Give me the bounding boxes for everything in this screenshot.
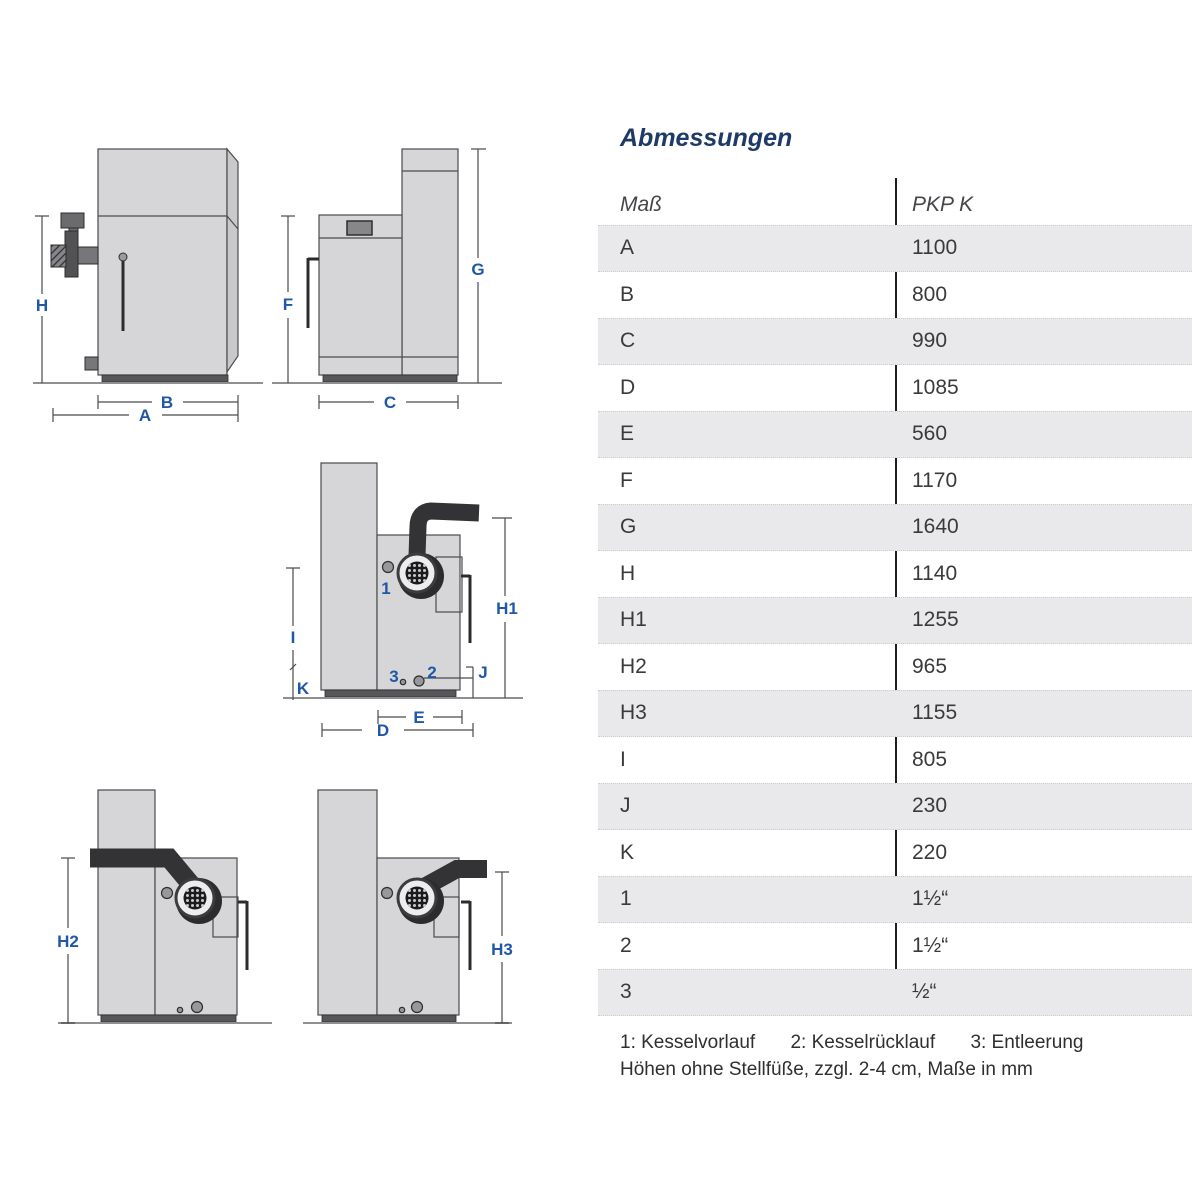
- view-flue-right: [303, 790, 513, 1023]
- dim-cell: C: [620, 329, 636, 353]
- value-cell: 230: [912, 794, 948, 818]
- table-header: [620, 193, 1180, 219]
- view-rear: [283, 463, 523, 740]
- dim-label-b: B: [160, 393, 174, 412]
- hopper-column: [402, 149, 458, 375]
- value-cell: 965: [912, 654, 948, 678]
- view-front: [33, 149, 263, 425]
- value-cell: ½“: [912, 980, 937, 1004]
- legend-line: [620, 1032, 1083, 1054]
- table-row: [598, 318, 1192, 365]
- table-row: [598, 923, 1192, 970]
- burner-arm: [78, 247, 98, 264]
- boiler-body: [319, 215, 402, 375]
- dim-label-h3: H3: [491, 940, 513, 959]
- value-cell: 220: [912, 840, 948, 864]
- table-row: [598, 504, 1192, 551]
- value-cell: 560: [912, 422, 948, 446]
- dim-cell: 3: [620, 980, 632, 1004]
- control-display: [347, 221, 372, 235]
- fan: [398, 878, 444, 924]
- dim-label-j: J: [478, 663, 488, 682]
- value-cell: 805: [912, 747, 948, 771]
- dim-cell: 2: [620, 933, 632, 957]
- dim-cell: H2: [620, 654, 647, 678]
- column-header-model: PKP K: [912, 193, 974, 216]
- dim-label-d: D: [376, 721, 390, 740]
- hopper-column: [321, 463, 377, 690]
- dim-label-a: A: [138, 406, 152, 425]
- table-row: [598, 737, 1192, 784]
- dim-J: [466, 667, 473, 698]
- table-row: [598, 365, 1192, 412]
- conn-label-2: 2: [427, 663, 437, 682]
- table-row: [598, 551, 1192, 598]
- dim-label-h: H: [35, 296, 49, 315]
- dim-label-g: G: [471, 260, 485, 279]
- value-cell: 1255: [912, 608, 959, 632]
- table-row: [598, 225, 1192, 272]
- value-cell: 800: [912, 282, 948, 306]
- view-side: [272, 149, 502, 412]
- table-row: [598, 969, 1192, 1016]
- dim-cell: H1: [620, 608, 647, 632]
- legend-item-1: 1: Kesselvorlauf: [620, 1032, 756, 1053]
- hopper-column: [318, 790, 377, 1015]
- table-row: [598, 830, 1192, 877]
- dim-D: [322, 723, 473, 737]
- dim-cell: K: [620, 840, 635, 864]
- fan: [398, 553, 444, 599]
- value-cell: 1½“: [912, 933, 949, 957]
- dim-label-h1: H1: [496, 599, 518, 618]
- table-row: [598, 690, 1192, 737]
- value-cell: 1½“: [912, 887, 949, 911]
- view-flue-left: [57, 790, 272, 1023]
- value-cell: 990: [912, 329, 948, 353]
- note-line: Höhen ohne Stellfüße, zzgl. 2-4 cm, Maße in mm: [620, 1059, 1033, 1080]
- burner-cap: [61, 213, 84, 228]
- table-row: [598, 411, 1192, 458]
- dim-label-k: K: [296, 679, 310, 698]
- dim-cell: J: [620, 794, 631, 818]
- dim-label-e: E: [413, 708, 425, 727]
- value-cell: 1085: [912, 375, 959, 399]
- connection-1: [162, 888, 173, 899]
- table-row: [598, 876, 1192, 923]
- dim-cell: H3: [620, 701, 647, 725]
- connection-1: [383, 562, 394, 573]
- dim-cell: D: [620, 375, 636, 399]
- dim-cell: I: [620, 747, 626, 771]
- table-row: [598, 272, 1192, 319]
- table-row: [598, 458, 1192, 505]
- conn-label-3: 3: [389, 667, 399, 686]
- value-cell: 1155: [912, 701, 958, 725]
- connection-3: [400, 679, 405, 684]
- dim-cell: B: [620, 282, 635, 306]
- burner-plate: [65, 231, 78, 277]
- dim-label-i: I: [290, 628, 296, 647]
- connection-1: [382, 888, 393, 899]
- value-cell: 1100: [912, 236, 958, 260]
- table-row: [598, 597, 1192, 644]
- dimension-table-rows: [598, 225, 1192, 1016]
- dim-cell: 1: [620, 887, 632, 911]
- door-knob: [119, 253, 127, 261]
- table-row: [598, 783, 1192, 830]
- dim-label-f: F: [282, 295, 294, 314]
- technical-drawings: [0, 0, 580, 1200]
- legend-item-3: 3: Entleerung: [970, 1032, 1084, 1053]
- dim-cell: F: [620, 468, 633, 492]
- connection-2: [414, 676, 424, 686]
- dim-cell: H: [620, 561, 636, 585]
- table-row: [598, 644, 1192, 691]
- dim-cell: E: [620, 422, 635, 446]
- hopper-column: [98, 790, 155, 1015]
- page-title: Abmessungen: [620, 124, 793, 152]
- dim-cell: G: [620, 515, 637, 539]
- fan: [176, 878, 222, 924]
- burner-hatch: [51, 245, 66, 267]
- column-header-dim: Maß: [620, 193, 662, 216]
- conn-label-1: 1: [381, 579, 391, 598]
- legend-item-2: 2: Kesselrücklauf: [790, 1032, 936, 1053]
- dim-label-h2: H2: [57, 932, 79, 951]
- dim-label-c: C: [383, 393, 397, 412]
- value-cell: 1640: [912, 515, 959, 539]
- value-cell: 1170: [912, 468, 958, 492]
- value-cell: 1140: [912, 561, 958, 585]
- dim-cell: A: [620, 236, 635, 260]
